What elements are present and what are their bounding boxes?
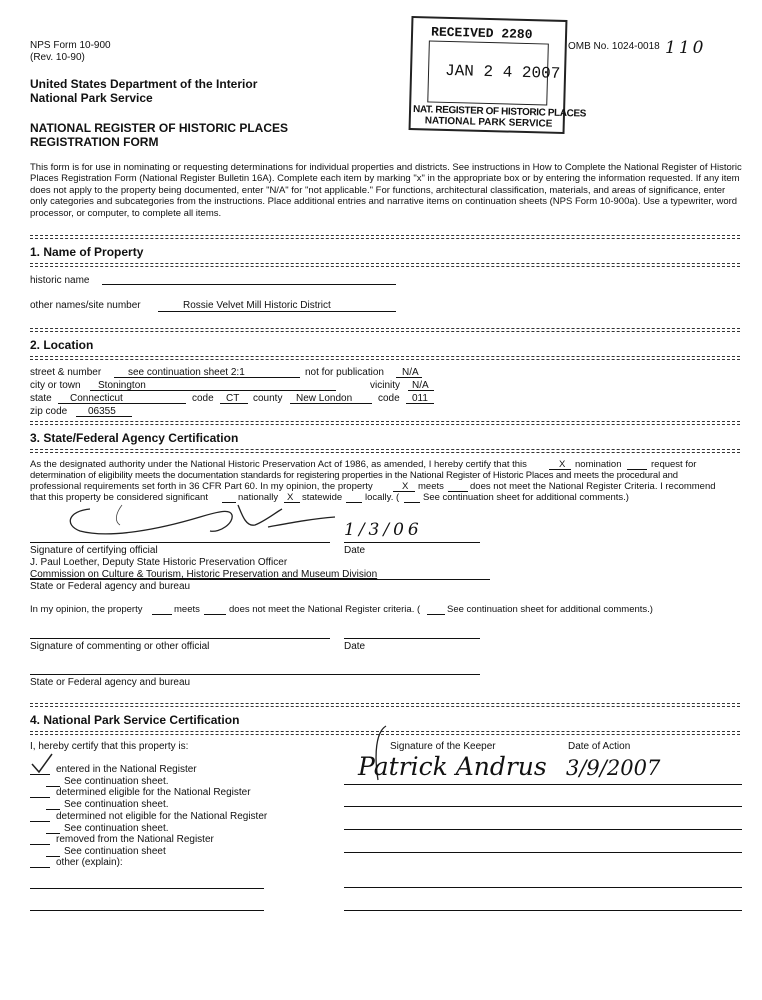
historic-name-label: historic name (30, 275, 90, 286)
other-explain-line-1[interactable] (30, 888, 264, 889)
certifying-date-line[interactable] (344, 542, 480, 543)
separator (30, 235, 740, 239)
see-continuation-1: See continuation sheet. (64, 776, 169, 787)
keeper-line-3[interactable] (344, 829, 742, 830)
county-code-value: 011 (412, 393, 428, 404)
certify-statement: I, hereby certify that this property is: (30, 741, 189, 752)
action-date-handwritten: 3/9/2007 (566, 756, 661, 780)
street-label: street & number (30, 367, 102, 378)
see-continuation-3: See continuation sheet. (64, 823, 169, 834)
signature-label: Signature of certifying official (30, 545, 158, 556)
certify-text-1c: request for (651, 459, 697, 470)
nomination-mark: X (559, 459, 566, 470)
certifying-signature-line[interactable] (30, 542, 330, 543)
certifying-date-handwritten: 1/3/06 (344, 520, 423, 540)
state-code-label: code (192, 393, 214, 404)
street-value: see continuation sheet 2:1 (128, 367, 245, 378)
agency-line[interactable] (30, 579, 490, 580)
stamp-line-2: NATIONAL PARK SERVICE (424, 115, 553, 130)
date-label: Date (344, 545, 366, 556)
keeper-label: Signature of the Keeper (390, 741, 496, 752)
opinion-meets-line[interactable] (152, 614, 172, 615)
city-value: Stonington (98, 380, 146, 391)
commenting-date-line[interactable] (344, 638, 480, 639)
agency-name: Commission on Culture & Tourism, Historic Preservation and Museum Division (30, 569, 378, 580)
historic-name-line[interactable] (102, 284, 396, 285)
not-for-publication-value: N/A (402, 367, 419, 378)
not-for-publication-label: not for publication (305, 367, 384, 378)
checkmark-icon (30, 752, 54, 776)
omb-number: OMB No. 1024-0018 (568, 41, 660, 52)
entered-text: entered in the National Register (56, 764, 197, 775)
opinion-text-d: See continuation sheet for additional comments.) (447, 604, 653, 615)
section-1-title: 1. Name of Property (30, 245, 144, 259)
state-code-value: CT (226, 393, 240, 404)
commenting-date-label: Date (344, 641, 366, 652)
other-check-line[interactable] (30, 867, 50, 868)
certifying-signature (50, 495, 340, 545)
see-continuation-4: See continuation sheet (64, 846, 166, 857)
separator (30, 328, 740, 332)
form-number: NPS Form 10-900 (30, 40, 111, 51)
other-names-label: other names/site number (30, 300, 141, 311)
received-stamp (409, 16, 587, 134)
handwritten-number: 110 (665, 38, 707, 58)
county-value: New London (296, 393, 353, 404)
separator (30, 703, 740, 707)
state-value: Connecticut (70, 393, 123, 404)
certify-text-2: determination of eligibility meets the documentation standards for registering properties in the National Register of Historic Places and meets the procedural and (30, 470, 678, 481)
certify-text-3a: professional requirements set forth in 36 CFR Part 60. In my opinion, the property (30, 481, 373, 492)
county-code-label: code (378, 393, 400, 404)
other-names-value: Rossie Velvet Mill Historic District (183, 300, 331, 311)
certify-text-4d: locally. ( (365, 492, 400, 503)
county-label: county (253, 393, 283, 404)
city-label: city or town (30, 380, 81, 391)
form-revision: (Rev. 10-90) (30, 52, 85, 63)
section-4-title: 4. National Park Service Certification (30, 713, 240, 727)
certify-text-4b: nationally (238, 492, 279, 503)
agency2-line[interactable] (30, 674, 480, 675)
keeper-line-5[interactable] (344, 887, 742, 888)
instructions-paragraph: This form is for use in nominating or requesting determinations for individual properties and districts. See instructions in How to Complete the National Register of Historic Places Registration Form (National Register Bulletin 16A). Complete each item by marking "x" in the appropriate box or by entering the information requested. If any item does not apply to the property being documented, enter "N/A" for "not applicable." For functions, architectural classification, materials, and areas of significance, enter only categories and subcategories from the instructions. Place additional entries and narrative items on continuation sheets (NPS Form 10-900a). Use a typewriter, word processor, or computer, to complete all items. (30, 162, 742, 219)
keeper-signature: Patrick Andrus (358, 752, 547, 781)
form-title: NATIONAL REGISTER OF HISTORIC PLACES (30, 121, 289, 135)
opinion-continuation-line[interactable] (427, 614, 445, 615)
opinion-text-c: does not meet the National Register criteria. ( (229, 604, 421, 615)
section-2-title: 2. Location (30, 338, 94, 352)
eligible-text: determined eligible for the National Register (56, 787, 251, 798)
separator (30, 263, 740, 267)
stamp-line-1: NAT. REGISTER OF HISTORIC PLACES (412, 104, 587, 120)
stamp-received-text: RECEIVED 2280 (430, 24, 533, 43)
separator (30, 449, 740, 453)
section-3-title: 3. State/Federal Agency Certification (30, 431, 239, 445)
stamp-date-box (427, 40, 561, 105)
removed-text: removed from the National Register (56, 834, 214, 845)
not-eligible-text: determined not eligible for the National Register (56, 811, 268, 822)
separator (30, 421, 740, 425)
commenting-signature-line[interactable] (30, 638, 330, 639)
vicinity-value: N/A (412, 380, 429, 391)
meets-mark: X (402, 481, 409, 492)
agency-label: State or Federal agency and bureau (30, 581, 191, 592)
certify-text-4a: that this property be considered significant (30, 492, 208, 503)
zip-value: 06355 (88, 406, 116, 417)
keeper-line-6[interactable] (344, 910, 742, 911)
opinion-text-a: In my opinion, the property (30, 604, 143, 615)
not-eligible-check-line[interactable] (30, 821, 50, 822)
continuation-check-line[interactable] (404, 502, 420, 503)
keeper-line-2[interactable] (344, 806, 742, 807)
date-of-action-label: Date of Action (568, 741, 631, 752)
keeper-line-1[interactable] (344, 784, 742, 785)
see2-check-line[interactable] (46, 809, 60, 810)
commenting-signature-label: Signature of commenting or other official (30, 641, 210, 652)
opinion-text-b: meets (174, 604, 200, 615)
keeper-line-4[interactable] (344, 852, 742, 853)
certify-text-3c: does not meet the National Register Criteria. I recommend (470, 481, 716, 492)
vicinity-label: vicinity (370, 380, 401, 391)
agency2-label: State or Federal agency and bureau (30, 677, 191, 688)
removed-check-line[interactable] (30, 844, 50, 845)
other-text: other (explain): (56, 857, 123, 868)
opinion-does-not-meet-line[interactable] (204, 614, 226, 615)
separator (30, 356, 740, 360)
other-explain-line-2[interactable] (30, 910, 264, 911)
certify-text-4e: See continuation sheet for additional comments.) (423, 492, 629, 503)
department-name: United States Department of the Interior (30, 77, 258, 91)
stamp-date: JAN 2 4 2007 (444, 61, 561, 83)
certify-text-1b: nomination (575, 459, 622, 470)
locally-check-line[interactable] (346, 502, 362, 503)
service-name: National Park Service (30, 91, 153, 105)
state-label: state (30, 393, 52, 404)
see-continuation-2: See continuation sheet. (64, 799, 169, 810)
form-subtitle: REGISTRATION FORM (30, 135, 159, 149)
certify-text-4c: statewide (302, 492, 343, 503)
certifying-official-name: J. Paul Loether, Deputy State Historic Preservation Officer (30, 557, 288, 568)
entered-check-line[interactable] (30, 774, 50, 775)
eligible-check-line[interactable] (30, 797, 50, 798)
other-names-line[interactable] (158, 311, 396, 312)
certify-text-1a: As the designated authority under the National Historic Preservation Act of 1986, as amended, I hereby certify that this (30, 459, 527, 470)
zip-label: zip code (30, 406, 68, 417)
certify-text-3b: meets (418, 481, 444, 492)
statewide-mark: X (287, 492, 294, 503)
